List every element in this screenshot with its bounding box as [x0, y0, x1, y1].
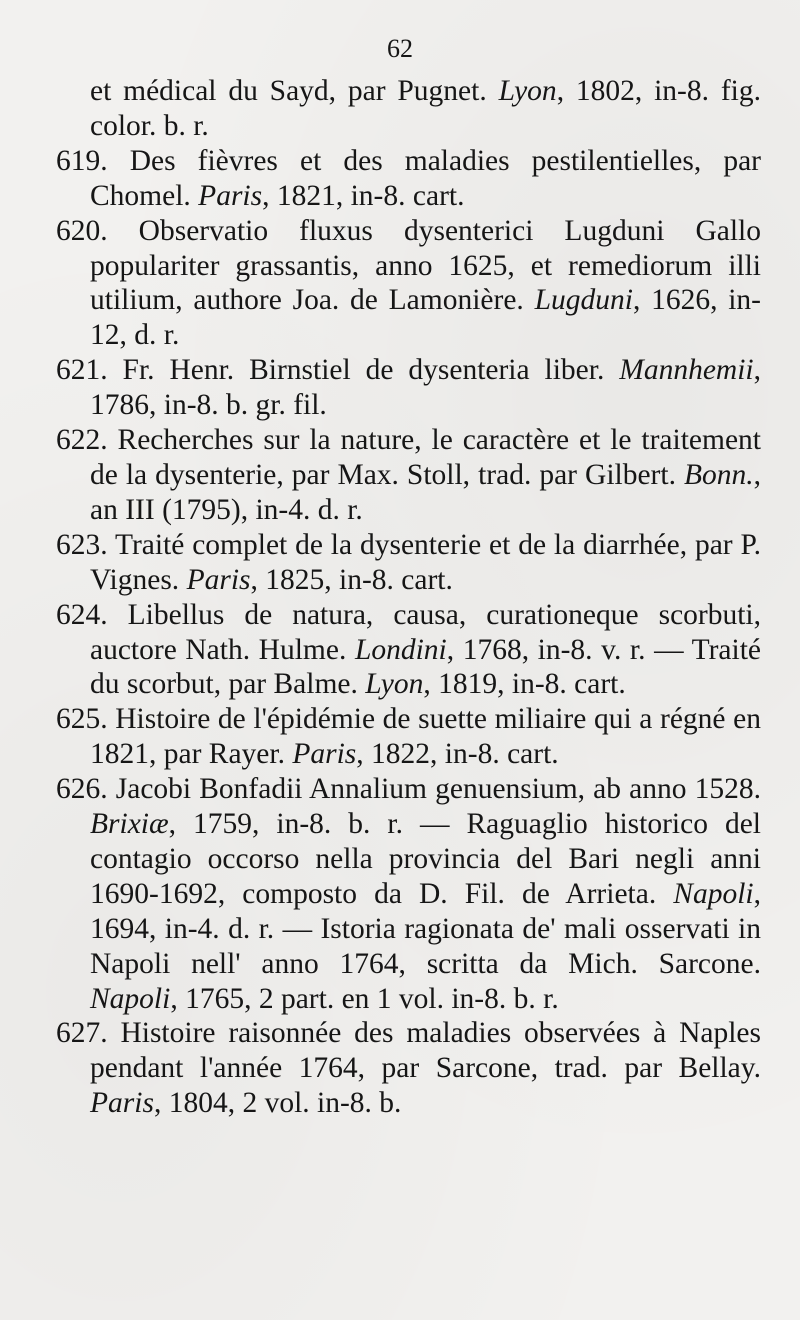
- entry-text: Jacobi Bonfadii Annalium genuensium, ab anno 1528.: [107, 773, 761, 806]
- entry-text: , 1768, in-8. v. r. — Traité du scorbut, par Balme.: [90, 633, 762, 701]
- entry-text: , 1804, 2 vol. in-8. b.: [153, 1087, 402, 1120]
- entry-number: 624.: [56, 598, 108, 631]
- entry-text: , 1626, in-12, d. r.: [90, 284, 761, 352]
- catalogue-entry: [56, 528, 761, 598]
- entry-number: 627.: [56, 1017, 108, 1050]
- entry-number: 623.: [56, 528, 108, 561]
- entry-place: Napoli: [90, 982, 171, 1015]
- entry-text: Histoire de l'épidémie de suette miliaire qui a régné en 1821, par Rayer.: [90, 703, 761, 771]
- entry-text: Des fièvres et des maladies pestilentielles, par Chomel.: [90, 144, 761, 212]
- entry-place: Lyon: [498, 75, 557, 107]
- entry-text: , an III (1795), in-4. d. r.: [90, 458, 761, 526]
- entry-place: Paris: [90, 1087, 154, 1120]
- catalogue-entry: [56, 1016, 761, 1121]
- entry-text: Traité complet de la dysenterie et de la diarrhée, par P. Vignes.: [90, 528, 761, 596]
- entry-text: , 1786, in-8. b. gr. fil.: [90, 354, 761, 422]
- entry-place: Paris: [292, 738, 357, 771]
- entry-number: 626.: [56, 773, 108, 806]
- entry-text: , 1821, in-8. cart.: [262, 179, 465, 212]
- catalogue-entry: [56, 423, 761, 528]
- catalogue-entry: [56, 702, 761, 772]
- entry-text: , 1825, in-8. cart.: [250, 563, 453, 596]
- entry-text: et médical du Sayd, par Pugnet.: [90, 75, 499, 107]
- entry-text: , 1765, 2 part. en 1 vol. in-8. b. r.: [170, 982, 559, 1015]
- entry-place: Napoli: [673, 877, 754, 910]
- entry-text: Fr. Henr. Birnstiel de dysenteria liber.: [107, 354, 620, 387]
- catalogue-entry: [56, 772, 761, 1016]
- catalogue-entries: [56, 74, 761, 1121]
- entry-number: 619.: [56, 144, 108, 177]
- entry-place: Lyon: [365, 668, 424, 701]
- entry-number: 625.: [56, 703, 108, 736]
- entry-place: Mannhemii: [619, 354, 754, 387]
- entry-text: , 1819, in-8. cart.: [423, 668, 626, 701]
- catalogue-entry: [56, 214, 761, 354]
- entry-number: 620.: [56, 214, 108, 247]
- page-number: 62: [387, 34, 413, 63]
- entry-text: Observatio fluxus dysenterici Lugduni Gallo populariter grassantis, anno 1625, et remediorum illi utilium, authore Joa. de Lamonière.: [90, 214, 761, 317]
- entry-number: 621.: [56, 354, 108, 387]
- catalogue-entry: [56, 353, 761, 423]
- entry-place: Londini: [354, 633, 447, 666]
- entry-text: , 1694, in-4. d. r. — Istoria ragionata de' mali osservati in Napoli nell' anno 1764, scritta da Mich. Sarcone.: [90, 877, 761, 980]
- entry-place: Brixiæ: [90, 808, 169, 841]
- entry-text: Libellus de natura, causa, curationeque scorbuti, auctore Nath. Hulme.: [90, 598, 761, 666]
- catalogue-entry: [56, 74, 761, 144]
- entry-place: Paris: [186, 563, 251, 596]
- entry-place: Lugduni: [534, 284, 633, 317]
- entry-place: Paris: [198, 179, 263, 212]
- entry-text: Histoire raisonnée des maladies observées à Naples pendant l'année 1764, par Sarcone, trad. par Bellay.: [90, 1017, 761, 1085]
- catalogue-entry: [56, 598, 761, 703]
- entry-text: Recherches sur la nature, le caractère et le traitement de la dysenterie, par Max. Stoll, trad. par Gilbert.: [90, 424, 761, 491]
- entry-number: 622.: [56, 424, 108, 457]
- entry-text: , 1802, in-8. fig. color. b. r.: [90, 75, 761, 142]
- entry-text: , 1822, in-8. cart.: [356, 738, 559, 771]
- entry-place: Bonn.: [683, 458, 754, 491]
- entry-text: , 1759, in-8. b. r. — Raguaglio historico del contagio occorso nella provincia del Bari negli anni 1690-1692, composto da D. Fil. de Arrieta.: [90, 808, 761, 910]
- catalogue-entry: [56, 144, 761, 214]
